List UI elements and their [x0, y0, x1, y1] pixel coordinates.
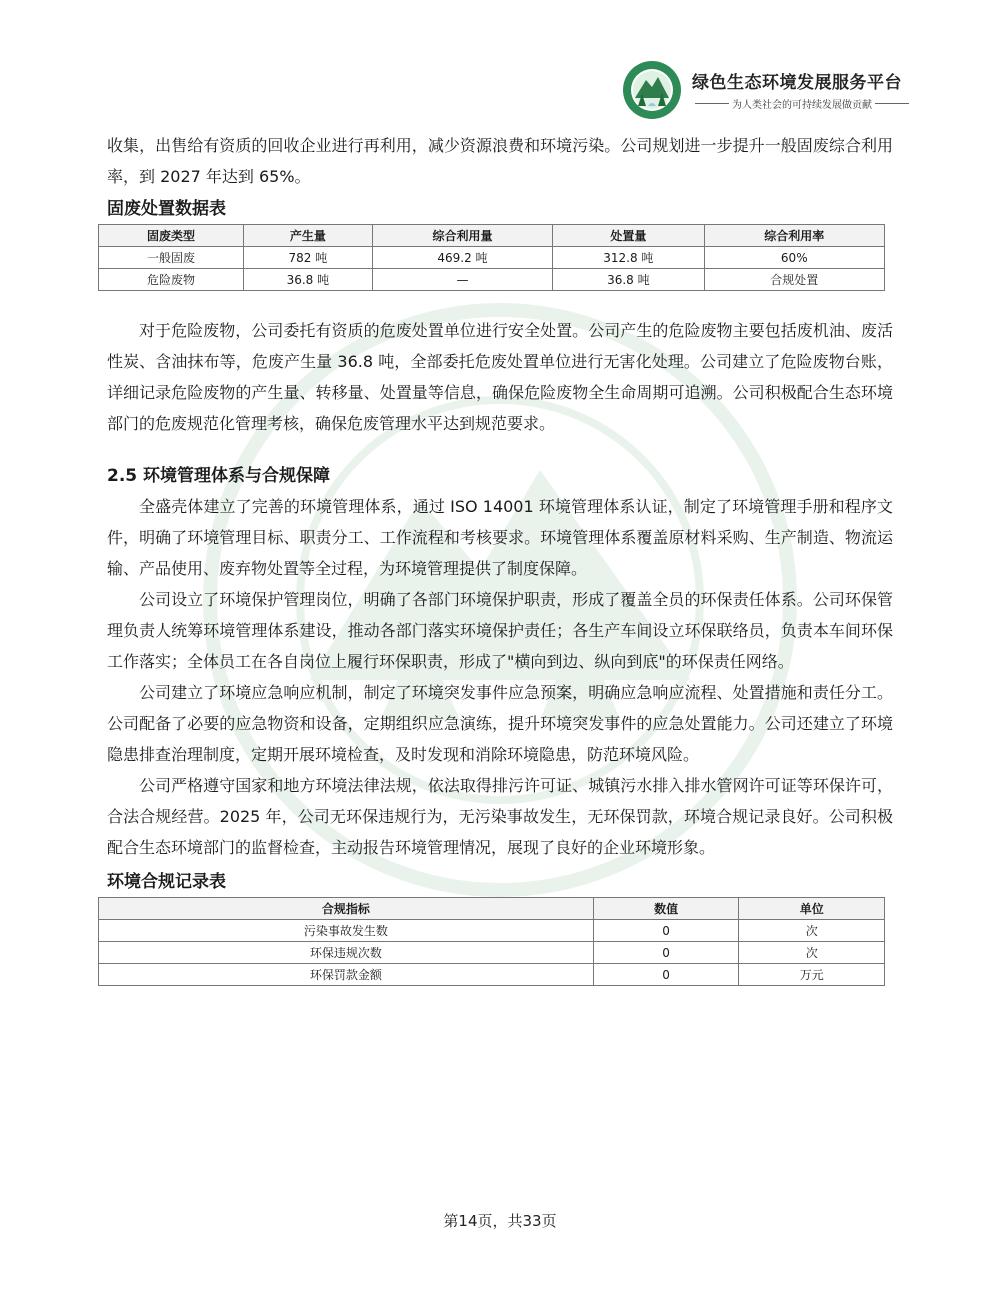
brand-header	[622, 60, 912, 120]
paragraph: 公司严格遵守国家和地方环境法律法规，依法取得排污许可证、城镇污水排入排水管网许可证等环保许可，合法合规经营。2025 年，公司无环保违规行为，无污染事故发生，无环保罚款，环境合规记录良好。公司积极配合生态环境部门的监督检查，主动报告环境管理情况，展现了良好的企业环境形象。	[107, 776, 893, 857]
column-header: 数值	[593, 898, 739, 920]
table-cell: 危险废物	[99, 269, 244, 291]
table-cell: 60%	[704, 247, 884, 269]
table-cell: 0	[593, 942, 739, 964]
column-header: 合规指标	[99, 898, 594, 920]
slogan-rule-right	[875, 103, 909, 104]
document-body	[107, 130, 893, 986]
table-cell: 469.2 吨	[372, 247, 552, 269]
table-cell: 782 吨	[243, 247, 372, 269]
intro-paragraph: 收集，出售给有资质的回收企业进行再利用，减少资源浪费和环境污染。公司规划进一步提升一般固废综合利用率，到 2027 年达到 65%。	[107, 136, 893, 186]
table-cell: —	[372, 269, 552, 291]
column-header: 固废类型	[99, 225, 244, 247]
slogan-text: 为人类社会的可持续发展做贡献	[732, 100, 872, 111]
table-cell: 合规处置	[704, 269, 884, 291]
table-cell: 次	[739, 942, 885, 964]
table-row	[99, 920, 885, 942]
page-indicator: 第14页，共33页	[443, 1212, 557, 1230]
table-cell: 万元	[739, 964, 885, 986]
section-heading: 2.5 环境管理体系与合规保障	[107, 466, 331, 486]
table-cell: 0	[593, 964, 739, 986]
column-header: 单位	[739, 898, 885, 920]
brand-slogan	[692, 96, 912, 111]
table-cell: 次	[739, 920, 885, 942]
table-cell: 污染事故发生数	[99, 920, 594, 942]
table-cell: 环保罚款金额	[99, 964, 594, 986]
compliance-table-title: 环境合规记录表	[107, 872, 226, 892]
table-header-row	[99, 225, 885, 247]
table-cell: 一般固废	[99, 247, 244, 269]
table-cell: 36.8 吨	[243, 269, 372, 291]
table-cell: 0	[593, 920, 739, 942]
compliance-table	[98, 897, 885, 986]
table-row	[99, 269, 885, 291]
hazardous-waste-paragraph: 对于危险废物，公司委托有资质的危废处置单位进行安全处置。公司产生的危险废物主要包括废机油、废活性炭、含油抹布等，危废产生量 36.8 吨，全部委托危废处置单位进行无害化处理。公司建立了危险废物台账，详细记录危险废物的产生量、转移量、处置量等信息，确保危险废物全生命周期可追溯。公司积极配合生态环境部门的危废规范化管理考核，确保危废管理水平达到规范要求。	[107, 321, 893, 433]
slogan-rule-left	[695, 103, 729, 104]
column-header: 综合利用率	[704, 225, 884, 247]
paragraph: 公司设立了环境保护管理岗位，明确了各部门环境保护职责，形成了覆盖全员的环保责任体系。公司环保管理负责人统筹环境管理体系建设，推动各部门落实环境保护责任；各生产车间设立环保联络员，负责本车间环保工作落实；全体员工在各自岗位上履行环保职责，形成了"横向到边、纵向到底"的环保责任网络。	[107, 590, 893, 671]
table-cell: 36.8 吨	[553, 269, 704, 291]
table-cell: 环保违规次数	[99, 942, 594, 964]
column-header: 处置量	[553, 225, 704, 247]
table-cell: 312.8 吨	[553, 247, 704, 269]
table-header-row	[99, 898, 885, 920]
column-header: 产生量	[243, 225, 372, 247]
paragraph: 全盛壳体建立了完善的环境管理体系，通过 ISO 14001 环境管理体系认证，制定了环境管理手册和程序文件，明确了环境管理目标、职责分工、工作流程和考核要求。环境管理体系覆盖原材料采购、生产制造、物流运输、产品使用、废弃物处置等全过程，为环境管理提供了制度保障。	[107, 497, 893, 578]
table-row	[99, 247, 885, 269]
column-header: 综合利用量	[372, 225, 552, 247]
paragraph: 公司建立了环境应急响应机制，制定了环境突发事件应急预案，明确应急响应流程、处置措施和责任分工。公司配备了必要的应急物资和设备，定期组织应急演练，提升环境突发事件的应急处置能力。公司还建立了环境隐患排查治理制度，定期开展环境检查，及时发现和消除环境隐患，防范环境风险。	[107, 683, 893, 764]
solid-waste-table-title: 固废处置数据表	[107, 199, 226, 219]
brand-title: 绿色生态环境发展服务平台	[692, 73, 902, 93]
table-row	[99, 964, 885, 986]
table-row	[99, 942, 885, 964]
eco-mountain-tree-seal-icon	[622, 60, 682, 120]
solid-waste-table	[98, 224, 885, 291]
